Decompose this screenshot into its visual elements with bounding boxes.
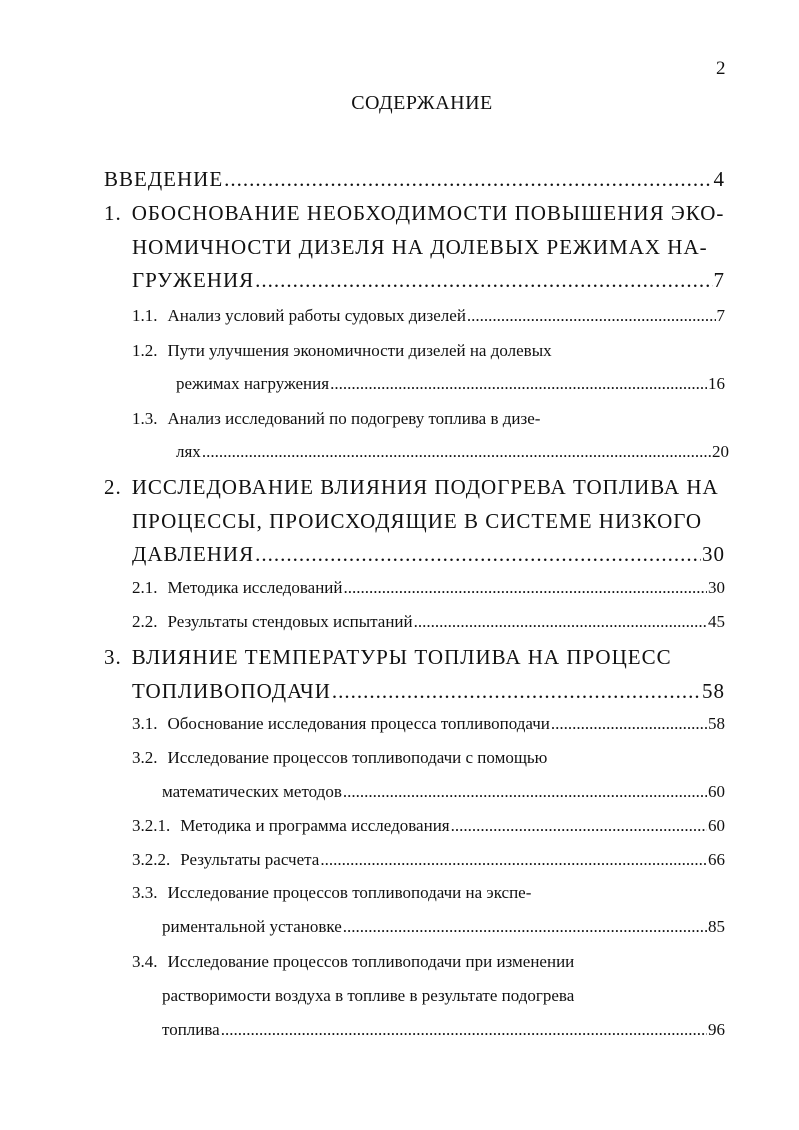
toc-entry-text: топлива <box>162 1020 220 1039</box>
toc-section-1-2-line2[interactable] <box>176 374 725 394</box>
page-number: 2 <box>716 58 726 79</box>
toc-section-3-2-line1[interactable] <box>132 748 547 768</box>
toc-section-number: 3.1. <box>132 714 158 733</box>
toc-section-number: 1.3. <box>132 409 158 428</box>
toc-entry-text: Исследование процессов топливоподачи при изменении <box>167 952 575 971</box>
toc-section-3-4-line1[interactable] <box>132 952 574 972</box>
toc-page-number: 7 <box>713 268 725 292</box>
toc-entry-text: ИССЛЕДОВАНИЕ ВЛИЯНИЯ ПОДОГРЕВА ТОПЛИВА НА <box>131 475 719 499</box>
toc-section-number: 3.3. <box>132 883 158 902</box>
toc-entry-text: лях <box>176 442 201 461</box>
toc-section-number: 3.4. <box>132 952 158 971</box>
dot-leader <box>330 374 707 394</box>
toc-entry-text: ВВЕДЕНИЕ <box>104 167 224 191</box>
toc-section-number: 2.2. <box>132 612 158 631</box>
toc-chapter-2-line1[interactable] <box>104 475 719 500</box>
toc-chapter-1-line2 <box>132 235 708 260</box>
toc-section-1-3-line2[interactable] <box>176 442 729 462</box>
dot-leader <box>414 612 707 632</box>
dot-leader <box>551 714 707 734</box>
toc-entry-intro[interactable] <box>104 167 725 192</box>
toc-chapter-3-line1[interactable] <box>104 645 672 670</box>
toc-entry-text: Пути улучшения экономичности дизелей на долевых <box>167 341 552 360</box>
dot-leader <box>221 1020 707 1040</box>
toc-chapter-1-line3[interactable] <box>132 268 725 293</box>
toc-section-number: 1.1. <box>132 306 158 325</box>
dot-leader <box>451 816 707 836</box>
dot-leader <box>332 679 701 704</box>
toc-page-number: 58 <box>708 714 725 733</box>
dot-leader <box>320 850 707 870</box>
toc-entry-text: ГРУЖЕНИЯ <box>132 268 255 292</box>
dot-leader <box>343 917 707 937</box>
dot-leader <box>467 306 716 326</box>
toc-chapter-2-line3[interactable] <box>132 542 725 567</box>
toc-section-3-4-line3[interactable] <box>162 1020 725 1040</box>
toc-entry-text: Анализ условий работы судовых дизелей <box>167 306 466 325</box>
toc-entry-text: Результаты стендовых испытаний <box>167 612 413 631</box>
toc-page-number: 30 <box>702 542 725 566</box>
toc-section-3-2-2[interactable] <box>132 850 725 870</box>
toc-entry-text: Исследование процессов топливоподачи с помощью <box>167 748 548 767</box>
dot-leader <box>343 578 707 598</box>
toc-section-1-3-line1[interactable] <box>132 409 540 429</box>
toc-page-number: 66 <box>708 850 725 869</box>
toc-entry-text: математических методов <box>162 782 342 801</box>
toc-section-1-1[interactable] <box>132 306 725 326</box>
toc-chapter-number: 2. <box>104 475 122 499</box>
dot-leader <box>255 542 701 567</box>
toc-page-number: 96 <box>708 1020 725 1039</box>
toc-entry-text: НОМИЧНОСТИ ДИЗЕЛЯ НА ДОЛЕВЫХ РЕЖИМАХ НА- <box>132 235 708 259</box>
toc-section-3-3-line2[interactable] <box>162 917 725 937</box>
toc-section-number: 3.2.1. <box>132 816 171 835</box>
dot-leader <box>343 782 707 802</box>
toc-section-number: 1.2. <box>132 341 158 360</box>
dot-leader <box>224 167 712 192</box>
toc-page-number: 7 <box>716 306 725 325</box>
toc-page-number: 45 <box>708 612 725 631</box>
toc-entry-text: Исследование процессов топливоподачи на экспе- <box>167 883 532 902</box>
toc-chapter-1-line1[interactable] <box>104 201 724 226</box>
toc-entry-text: риментальной установке <box>162 917 342 936</box>
toc-page-number: 85 <box>708 917 725 936</box>
toc-section-3-2-line2[interactable] <box>162 782 725 802</box>
toc-entry-text: Методика исследований <box>167 578 343 597</box>
toc-chapter-2-line2 <box>132 509 702 534</box>
toc-section-number: 3.2. <box>132 748 158 767</box>
toc-section-3-1[interactable] <box>132 714 725 734</box>
toc-entry-text: ПРОЦЕССЫ, ПРОИСХОДЯЩИЕ В СИСТЕМЕ НИЗКОГО <box>132 509 703 533</box>
toc-section-3-4-line2 <box>162 986 574 1006</box>
toc-section-2-1[interactable] <box>132 578 725 598</box>
dot-leader <box>202 442 711 462</box>
toc-section-3-3-line1[interactable] <box>132 883 531 903</box>
page-title: СОДЕРЖАНИЕ <box>351 92 493 114</box>
toc-page-number: 58 <box>702 679 725 703</box>
toc-page-number: 30 <box>708 578 725 597</box>
toc-page-number: 4 <box>713 167 725 191</box>
toc-chapter-number: 3. <box>104 645 122 669</box>
toc-page-number: 20 <box>712 442 729 461</box>
toc-entry-text: растворимости воздуха в топливе в результате подогрева <box>162 986 575 1005</box>
toc-entry-text: ТОПЛИВОПОДАЧИ <box>132 679 331 703</box>
toc-entry-text: Обоснование исследования процесса топливоподачи <box>167 714 550 733</box>
toc-section-number: 2.1. <box>132 578 158 597</box>
dot-leader <box>255 268 712 293</box>
toc-entry-text: Методика и программа исследования <box>180 816 450 835</box>
toc-page-number: 60 <box>708 782 725 801</box>
toc-entry-text: ОБОСНОВАНИЕ НЕОБХОДИМОСТИ ПОВЫШЕНИЯ ЭКО- <box>131 201 725 225</box>
toc-section-number: 3.2.2. <box>132 850 171 869</box>
toc-section-1-2-line1[interactable] <box>132 341 552 361</box>
toc-entry-text: Анализ исследований по подогреву топлива в дизе- <box>167 409 541 428</box>
toc-chapter-number: 1. <box>104 201 122 225</box>
toc-page-number: 16 <box>708 374 725 393</box>
toc-section-2-2[interactable] <box>132 612 725 632</box>
toc-entry-text: ВЛИЯНИЕ ТЕМПЕРАТУРЫ ТОПЛИВА НА ПРОЦЕСС <box>131 645 672 669</box>
toc-entry-text: режимах нагружения <box>176 374 330 393</box>
toc-chapter-3-line2[interactable] <box>132 679 725 704</box>
toc-section-3-2-1[interactable] <box>132 816 725 836</box>
toc-page-number: 60 <box>708 816 725 835</box>
toc-entry-text: Результаты расчета <box>180 850 320 869</box>
toc-entry-text: ДАВЛЕНИЯ <box>132 542 255 566</box>
